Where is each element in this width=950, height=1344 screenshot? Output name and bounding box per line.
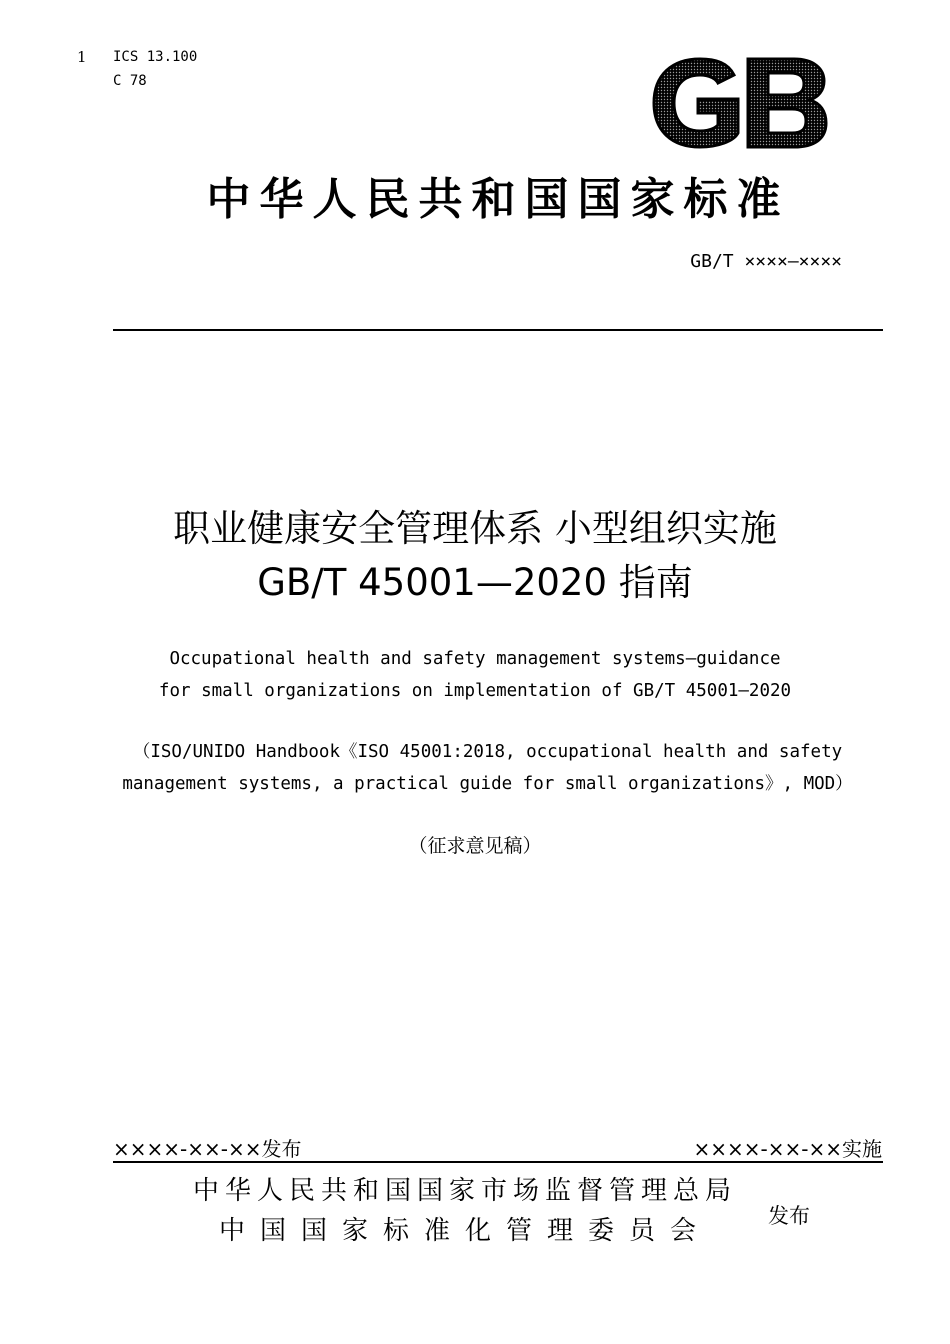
issue-date: ××××-××-××发布 bbox=[113, 1137, 302, 1161]
issuer-line1: 中华人民共和国国家市场监督管理总局 bbox=[192, 1176, 737, 1206]
page-marker: 1 bbox=[77, 48, 87, 66]
top-divider bbox=[113, 329, 883, 331]
iso-reference-line1: （ISO/UNIDO Handbook《ISO 45001:2018, occupational health and safety bbox=[132, 742, 843, 762]
title-en-line2: for small organizations on implementation of GB/T 45001—2020 bbox=[158, 681, 792, 701]
ccs-code: C 78 bbox=[113, 73, 147, 89]
bottom-divider bbox=[113, 1161, 883, 1163]
issuer-line2: 中国国家标准化管理委员会 bbox=[218, 1216, 711, 1246]
iso-reference-line2: management systems, a practical guide for small organizations》, MOD） bbox=[122, 774, 853, 794]
title-cn-line2: GB/T 45001—2020 指南 bbox=[257, 561, 693, 604]
title-cn-line1: 职业健康安全管理体系 小型组织实施 bbox=[173, 507, 777, 550]
ics-code: ICS 13.100 bbox=[113, 49, 198, 65]
draft-note: （征求意见稿） bbox=[408, 835, 542, 857]
title-en-line1: Occupational health and safety management systems—guidance bbox=[169, 649, 781, 669]
gb-logo bbox=[648, 53, 832, 153]
standard-number: GB/T ××××—×××× bbox=[690, 251, 842, 272]
publish-label: 发布 bbox=[768, 1204, 810, 1228]
implementation-date: ××××-××-××实施 bbox=[693, 1137, 882, 1161]
standard-category-title: 中华人民共和国国家标准 bbox=[206, 174, 790, 225]
